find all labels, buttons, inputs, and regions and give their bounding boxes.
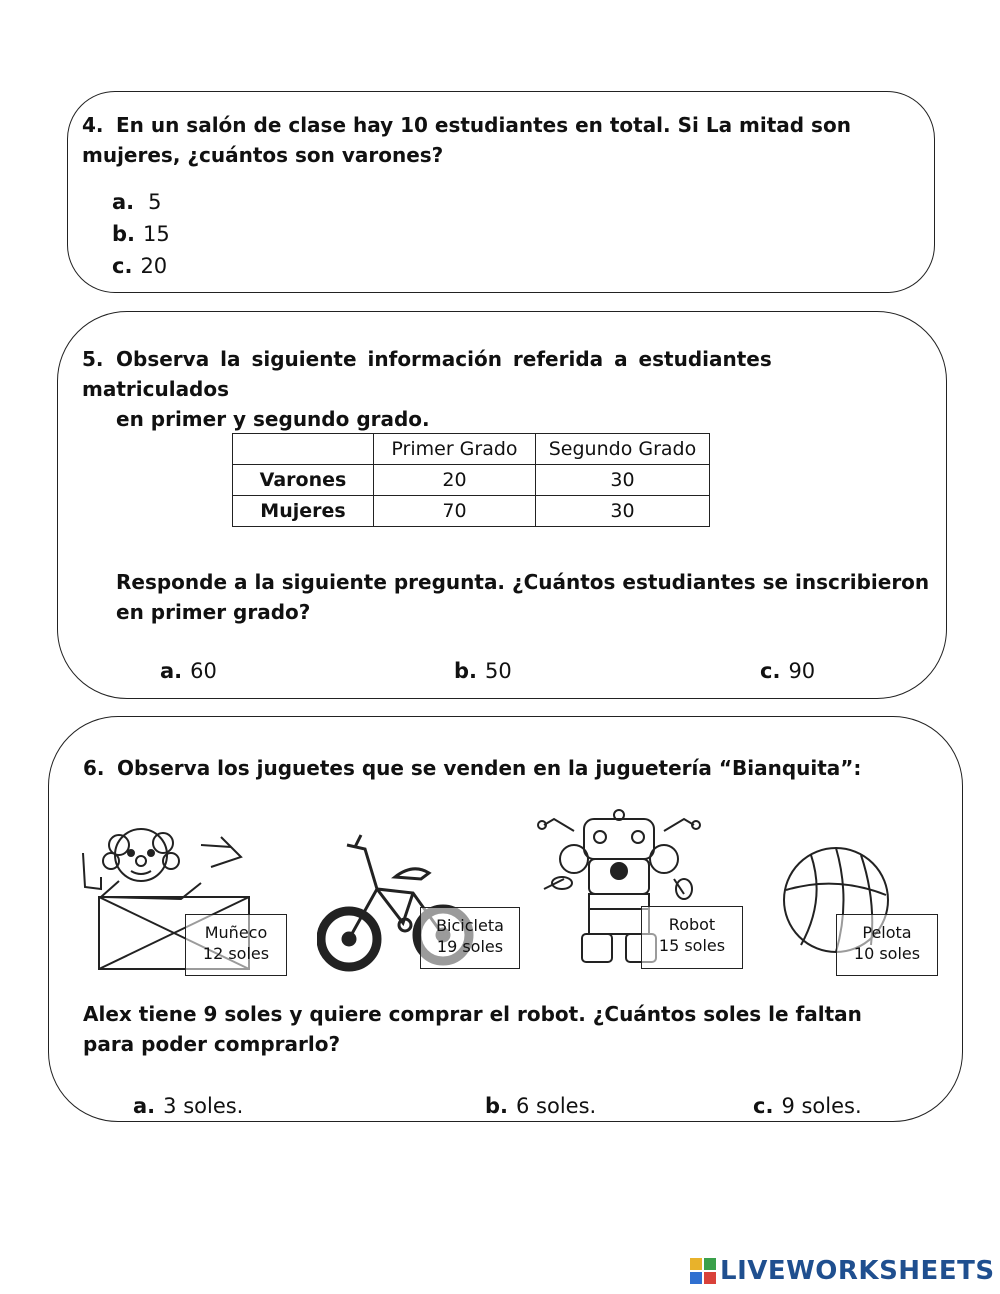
question-6-prompt-line-2: para poder comprarlo? [83, 1032, 341, 1056]
question-5-line-2: en primer y segundo grado. [116, 407, 430, 431]
cell-mujeres-segundo: 30 [536, 496, 710, 527]
option-5a[interactable] [160, 656, 217, 686]
question-6-number: 6. [83, 756, 105, 780]
question-6-card [48, 716, 963, 1122]
table-header-empty [233, 434, 374, 465]
question-6-line-1: Observa los juguetes que se venden en la juguetería “Bianquita”: [117, 756, 862, 780]
question-5-line-1: Observa la siguiente información referida a estudiantes matriculados [82, 347, 772, 401]
table-row [233, 496, 710, 527]
price-tag-doll [185, 914, 287, 976]
option-value: 60 [190, 659, 217, 683]
cell-varones-segundo: 30 [536, 465, 710, 496]
toy-price: 15 soles [658, 936, 726, 955]
question-5-prompt-line-1: Responde a la siguiente pregunta. ¿Cuántos estudiantes se inscribieron [116, 570, 930, 594]
option-value: 3 soles. [163, 1094, 244, 1118]
option-letter: b. [485, 1094, 509, 1118]
price-tag-ball [836, 914, 938, 976]
question-4-text [82, 110, 851, 170]
row-label-varones: Varones [233, 465, 374, 496]
row-label-mujeres: Mujeres [233, 496, 374, 527]
toy-price: 12 soles [202, 944, 270, 963]
brand-name: LIVEWORKSHEETS [720, 1256, 995, 1286]
option-5c[interactable] [760, 656, 815, 686]
option-4b[interactable] [112, 219, 170, 249]
option-value: 50 [485, 659, 512, 683]
question-5-card [57, 311, 947, 699]
toy-price: 19 soles [436, 937, 504, 956]
liveworksheets-brand[interactable] [690, 1256, 995, 1286]
question-4-number: 4. [82, 113, 104, 137]
option-letter: a. [112, 190, 135, 214]
table-row [233, 465, 710, 496]
option-value: 20 [140, 254, 168, 278]
option-value: 5 [148, 190, 162, 214]
question-5-text [82, 344, 922, 434]
toy-name: Muñeco [204, 923, 268, 942]
enrollment-table [232, 433, 710, 527]
option-letter: b. [112, 222, 136, 246]
option-4a[interactable] [112, 187, 162, 217]
question-5-prompt-line-2: en primer grado? [116, 600, 311, 624]
option-value: 9 soles. [781, 1094, 862, 1118]
question-5-number: 5. [82, 347, 104, 371]
option-value: 90 [788, 659, 816, 683]
question-4-card [67, 91, 935, 293]
question-6-prompt-line-1: Alex tiene 9 soles y quiere comprar el robot. ¿Cuántos soles le faltan [83, 1002, 862, 1026]
option-6b[interactable] [485, 1091, 596, 1121]
table-header-segundo: Segundo Grado [536, 434, 710, 465]
price-tag-bicycle [420, 907, 520, 969]
option-letter: c. [753, 1094, 774, 1118]
question-4-line-1: En un salón de clase hay 10 estudiantes en total. Si La mitad son [116, 113, 851, 137]
question-4-line-2: mujeres, ¿cuántos son varones? [82, 143, 444, 167]
price-tag-robot [641, 906, 743, 969]
cell-mujeres-primer: 70 [374, 496, 536, 527]
toy-name: Bicicleta [436, 916, 504, 935]
option-value: 15 [143, 222, 170, 246]
liveworksheets-logo-icon [690, 1258, 716, 1284]
toy-name: Robot [668, 915, 716, 934]
option-5b[interactable] [454, 656, 512, 686]
table-header-primer: Primer Grado [374, 434, 536, 465]
option-6c[interactable] [753, 1091, 862, 1121]
option-letter: a. [133, 1094, 156, 1118]
toy-price: 10 soles [853, 944, 921, 963]
cell-varones-primer: 20 [374, 465, 536, 496]
option-4c[interactable] [112, 251, 167, 281]
option-letter: c. [760, 659, 781, 683]
question-5-prompt [116, 567, 929, 627]
question-6-prompt [83, 999, 862, 1059]
toy-name: Pelota [862, 923, 912, 942]
option-letter: b. [454, 659, 478, 683]
option-letter: c. [112, 254, 133, 278]
option-value: 6 soles. [516, 1094, 597, 1118]
question-6-text [83, 753, 861, 783]
option-6a[interactable] [133, 1091, 243, 1121]
option-letter: a. [160, 659, 183, 683]
table-header-row [233, 434, 710, 465]
